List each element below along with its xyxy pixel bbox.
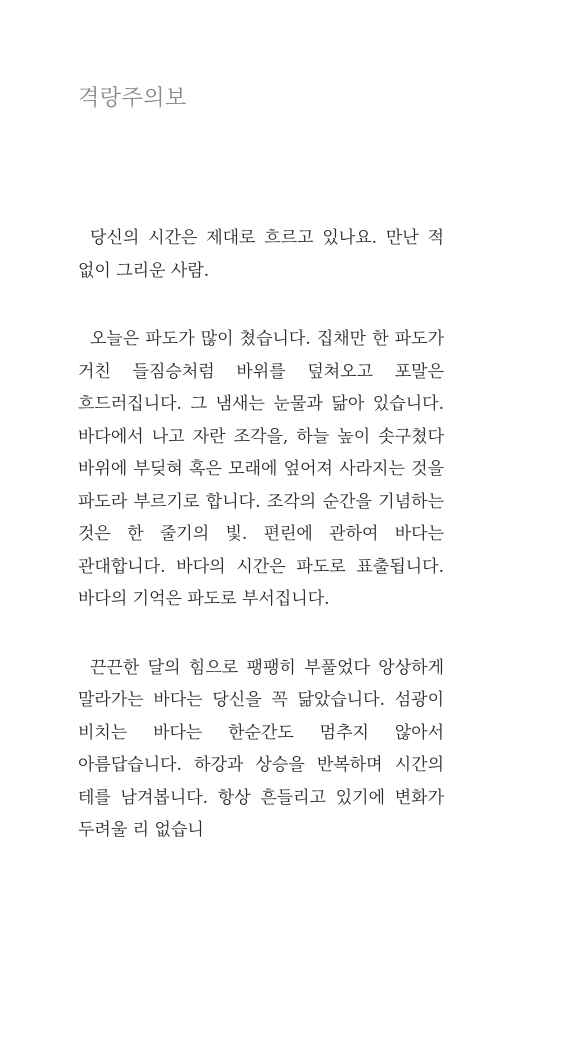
article-body [78, 222, 444, 847]
paragraph-1: 당신의 시간은 제대로 흐르고 있나요. 만난 적 없이 그리운 사람. [78, 228, 444, 281]
page-title: 격랑주의보 [78, 86, 187, 111]
paragraph-3: 끈끈한 달의 힘으로 팽팽히 부풀었다 앙상하게 말라가는 바다는 당신을 꼭 닮았습니다. 섬광이 비치는 바다는 한순간도 멈추지 않아서 아름답습니다. 하강과 상승을 반복하며 시간의 테를 남겨봅니다. 항상 흔들리고 있기에 변화가 두려울 리 없습니 [78, 657, 444, 840]
paragraph-2: 오늘은 파도가 많이 쳤습니다. 집채만 한 파도가 거친 들짐승처럼 바위를 덮쳐오고 포말은 흐드러집니다. 그 냄새는 눈물과 닮아 있습니다. 바다에서 나고 자란 조각을, 하늘 높이 솟구쳤다 바위에 부딪혀 혹은 모래에 엎어져 사라지는 것을 파도라 부르기로 합니다. 조각의 순간을 기념하는 것은 한 줄기의 빛. 편린에 관하여 바다는 관대합니다. 바다의 시간은 파도로 표출됩니다. 바다의 기억은 파도로 부서집니다. [78, 329, 445, 609]
